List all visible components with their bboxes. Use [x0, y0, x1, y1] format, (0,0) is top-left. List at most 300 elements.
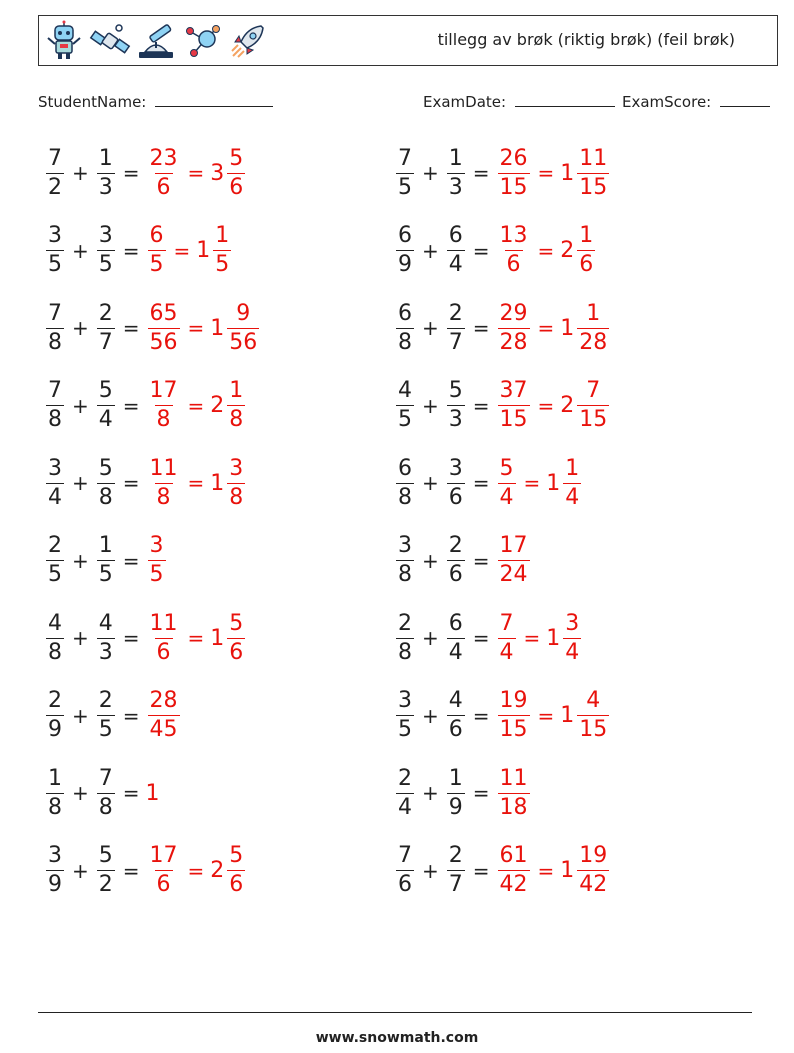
- denominator: 5: [215, 252, 230, 277]
- numerator: 3: [398, 688, 412, 713]
- mixed-whole: 1: [210, 315, 225, 341]
- mixed-fraction: [563, 610, 581, 665]
- equals-sign: =: [472, 161, 490, 185]
- equals-sign: =: [472, 316, 490, 340]
- numerator: 6: [398, 223, 412, 248]
- numerator: 4: [48, 610, 62, 636]
- denominator: 15: [499, 407, 528, 432]
- exam-score-field[interactable]: [720, 92, 770, 107]
- numerator: 5: [98, 843, 113, 868]
- numerator: 7: [48, 378, 62, 403]
- addend-b-fraction: [447, 145, 465, 200]
- denominator: 8: [229, 407, 244, 432]
- molecule-icon: [181, 20, 223, 62]
- plus-sign: +: [72, 393, 89, 418]
- denominator: 5: [98, 717, 113, 742]
- addend-b-fraction: [97, 610, 115, 665]
- numerator: 7: [398, 145, 412, 171]
- addend-b-fraction: [97, 845, 115, 896]
- improper-fraction: [498, 225, 530, 276]
- problem-item: [44, 297, 261, 359]
- denominator: 5: [398, 407, 412, 432]
- denominator: 15: [579, 407, 608, 432]
- mixed-fraction: [577, 380, 609, 431]
- denominator: 8: [398, 329, 412, 355]
- answer: [146, 455, 248, 510]
- problem-item: [394, 530, 532, 592]
- mixed-fraction: [227, 300, 259, 355]
- equals-sign: =: [122, 161, 140, 185]
- denominator: 4: [398, 794, 412, 820]
- exam-score-row: [622, 92, 770, 111]
- numerator: 3: [98, 223, 113, 248]
- denominator: 5: [48, 252, 62, 277]
- numerator: 2: [448, 843, 463, 868]
- numerator: 17: [149, 843, 178, 868]
- numerator: 17: [149, 378, 178, 403]
- numerator: 7: [499, 610, 514, 636]
- denominator: 6: [229, 872, 244, 897]
- equals-sign: =: [472, 548, 490, 573]
- denominator: 4: [499, 484, 514, 510]
- addend-a-fraction: [396, 610, 414, 665]
- addend-a-fraction: [46, 455, 64, 510]
- rocket-icon: [227, 20, 269, 62]
- improper-fraction: [148, 690, 180, 741]
- numerator: 28: [149, 688, 178, 713]
- equals-sign: =: [472, 393, 490, 418]
- problem-item: [394, 142, 611, 204]
- addend-b-fraction: [447, 690, 465, 741]
- addend-a-fraction: [46, 610, 64, 665]
- denominator: 9: [398, 252, 412, 277]
- answer: [496, 610, 584, 665]
- mixed-whole: 1: [210, 625, 225, 651]
- numerator: 1: [98, 145, 113, 171]
- addend-b-fraction: [97, 300, 115, 355]
- header-icons: [43, 20, 269, 62]
- addend-a-fraction: [396, 455, 414, 510]
- improper-fraction: [498, 300, 530, 355]
- plus-sign: +: [72, 703, 89, 728]
- addend-a-fraction: [46, 380, 64, 431]
- addend-b-fraction: [97, 765, 115, 820]
- equals-sign: =: [472, 238, 490, 263]
- plus-sign: +: [422, 316, 439, 340]
- numerator: 5: [229, 145, 244, 171]
- addend-a-fraction: [396, 690, 414, 741]
- problem-item: [44, 375, 247, 437]
- numerator: 1: [586, 300, 601, 326]
- numerator: 6: [448, 610, 463, 636]
- denominator: 15: [579, 174, 608, 200]
- denominator: 3: [448, 174, 463, 200]
- equals-sign: =: [122, 626, 140, 650]
- numerator: 1: [48, 765, 62, 791]
- denominator: 6: [156, 639, 171, 665]
- numerator: 6: [398, 300, 412, 326]
- numerator: 11: [499, 765, 528, 791]
- equals-sign: =: [537, 703, 555, 728]
- plus-sign: +: [422, 471, 439, 495]
- mixed-fraction: [577, 225, 595, 276]
- numerator: 4: [448, 688, 463, 713]
- numerator: 5: [448, 378, 463, 403]
- improper-fraction: [498, 690, 530, 741]
- denominator: 8: [98, 794, 113, 820]
- equals-sign: =: [122, 703, 140, 728]
- equals-sign: =: [173, 238, 191, 263]
- equals-sign: =: [122, 471, 140, 495]
- numerator: 11: [579, 145, 608, 171]
- equals-sign: =: [122, 393, 140, 418]
- numerator: 7: [48, 300, 62, 326]
- answer: [146, 380, 248, 431]
- denominator: 6: [156, 872, 171, 897]
- numerator: 5: [499, 455, 514, 481]
- numerator: 7: [48, 145, 62, 171]
- mixed-whole: 2: [560, 393, 575, 418]
- numerator: 3: [48, 455, 62, 481]
- equals-sign: =: [472, 703, 490, 728]
- problem-item: [44, 685, 182, 747]
- numerator: 19: [579, 843, 608, 868]
- numerator: 7: [586, 378, 601, 403]
- problem-item: [394, 220, 597, 282]
- denominator: 5: [398, 174, 412, 200]
- denominator: 4: [565, 639, 580, 665]
- plus-sign: +: [72, 316, 89, 340]
- denominator: 7: [448, 872, 463, 897]
- addend-a-fraction: [396, 845, 414, 896]
- denominator: 6: [398, 872, 412, 897]
- problem-item: [394, 452, 583, 514]
- answer: [496, 690, 612, 741]
- addend-a-fraction: [396, 535, 414, 586]
- equals-sign: =: [523, 471, 541, 495]
- answer: [496, 845, 612, 896]
- numerator: 1: [98, 533, 113, 558]
- addend-b-fraction: [447, 225, 465, 276]
- denominator: 9: [48, 872, 62, 897]
- problem-item: [44, 452, 247, 514]
- mixed-fraction: [227, 380, 245, 431]
- addend-b-fraction: [97, 145, 115, 200]
- numerator: 2: [448, 300, 463, 326]
- exam-date-row: [423, 92, 615, 111]
- denominator: 5: [48, 562, 62, 587]
- answer: [496, 765, 532, 820]
- addend-b-fraction: [97, 225, 115, 276]
- satellite-icon: [89, 20, 131, 62]
- answer: [496, 145, 612, 200]
- numerator: 11: [149, 455, 178, 481]
- answer: [496, 455, 584, 510]
- mixed-whole: 1: [560, 160, 575, 186]
- equals-sign: =: [472, 858, 490, 883]
- denominator: 6: [579, 252, 594, 277]
- denominator: 7: [448, 329, 463, 355]
- equals-sign: =: [122, 781, 140, 805]
- numerator: 29: [499, 300, 528, 326]
- addend-b-fraction: [447, 300, 465, 355]
- plus-sign: +: [422, 548, 439, 573]
- denominator: 5: [398, 717, 412, 742]
- plus-sign: +: [72, 238, 89, 263]
- answer: [496, 300, 612, 355]
- robot-icon: [43, 20, 85, 62]
- numerator: 23: [149, 145, 178, 171]
- mixed-fraction: [563, 455, 581, 510]
- denominator: 5: [149, 562, 164, 587]
- mixed-fraction: [227, 145, 245, 200]
- numerator: 1: [448, 765, 463, 791]
- denominator: 8: [156, 484, 171, 510]
- addend-a-fraction: [46, 225, 64, 276]
- denominator: 6: [448, 717, 463, 742]
- numerator: 2: [398, 610, 412, 636]
- answer: [496, 380, 612, 431]
- mixed-fraction: [227, 455, 245, 510]
- denominator: 3: [98, 639, 113, 665]
- plus-sign: +: [422, 393, 439, 418]
- denominator: 28: [579, 329, 608, 355]
- addend-a-fraction: [396, 765, 414, 820]
- problem-item: [44, 607, 247, 669]
- improper-fraction: [498, 610, 516, 665]
- telescope-icon: [135, 20, 177, 62]
- addend-b-fraction: [447, 610, 465, 665]
- numerator: 2: [398, 765, 412, 791]
- denominator: 6: [448, 484, 463, 510]
- mixed-whole: 1: [560, 858, 575, 883]
- denominator: 8: [98, 484, 113, 510]
- equals-sign: =: [187, 626, 205, 650]
- addend-a-fraction: [46, 300, 64, 355]
- numerator: 6: [448, 223, 463, 248]
- exam-date-field[interactable]: [515, 92, 615, 107]
- equals-sign: =: [523, 626, 541, 650]
- numerator: 9: [236, 300, 251, 326]
- denominator: 8: [229, 484, 244, 510]
- denominator: 3: [98, 174, 113, 200]
- addend-a-fraction: [396, 145, 414, 200]
- numerator: 7: [98, 765, 113, 791]
- denominator: 5: [98, 562, 113, 587]
- problem-item: [44, 762, 161, 824]
- numerator: 2: [48, 533, 62, 558]
- footer-url: www.snowmath.com: [315, 1030, 479, 1046]
- numerator: 2: [48, 688, 62, 713]
- denominator: 56: [149, 329, 178, 355]
- equals-sign: =: [122, 238, 140, 263]
- denominator: 8: [398, 484, 412, 510]
- addend-b-fraction: [97, 690, 115, 741]
- numerator: 3: [448, 455, 463, 481]
- denominator: 8: [156, 407, 171, 432]
- denominator: 5: [149, 252, 164, 277]
- numerator: 65: [149, 300, 178, 326]
- denominator: 9: [48, 717, 62, 742]
- improper-fraction: [148, 610, 180, 665]
- exam-date-label: ExamDate:: [423, 93, 507, 111]
- numerator: 26: [499, 145, 528, 171]
- improper-fraction: [148, 845, 180, 896]
- improper-fraction: [148, 145, 180, 200]
- student-name-field[interactable]: [155, 92, 273, 107]
- numerator: 5: [229, 843, 244, 868]
- addend-a-fraction: [46, 535, 64, 586]
- numerator: 3: [48, 843, 62, 868]
- student-name-row: [38, 92, 273, 111]
- mixed-whole: 2: [210, 393, 225, 418]
- answer: [146, 535, 168, 586]
- denominator: 8: [48, 407, 62, 432]
- mixed-fraction: [577, 300, 609, 355]
- equals-sign: =: [122, 316, 140, 340]
- mixed-whole: 2: [210, 858, 225, 883]
- equals-sign: =: [537, 393, 555, 418]
- plus-sign: +: [72, 626, 89, 650]
- answer: [496, 535, 532, 586]
- numerator: 17: [499, 533, 528, 558]
- mixed-fraction: [213, 225, 231, 276]
- denominator: 42: [579, 872, 608, 897]
- addend-a-fraction: [46, 765, 64, 820]
- improper-fraction: [148, 225, 166, 276]
- answer: [146, 845, 248, 896]
- denominator: 56: [229, 329, 258, 355]
- mixed-whole: 1: [560, 315, 575, 341]
- denominator: 15: [499, 174, 528, 200]
- problem-item: [394, 762, 532, 824]
- numerator: 4: [398, 378, 412, 403]
- mixed-whole: 1: [546, 625, 561, 651]
- numerator: 3: [229, 455, 244, 481]
- denominator: 3: [448, 407, 463, 432]
- mixed-fraction: [227, 845, 245, 896]
- numerator: 6: [398, 455, 412, 481]
- improper-fraction: [148, 300, 180, 355]
- addend-a-fraction: [46, 845, 64, 896]
- plus-sign: +: [422, 781, 439, 805]
- equals-sign: =: [122, 548, 140, 573]
- answer: [146, 690, 182, 741]
- plus-sign: +: [422, 858, 439, 883]
- improper-fraction: [148, 380, 180, 431]
- denominator: 6: [448, 562, 463, 587]
- problem-item: [44, 530, 168, 592]
- denominator: 8: [48, 639, 62, 665]
- answer-whole: 1: [145, 780, 160, 806]
- denominator: 8: [398, 639, 412, 665]
- equals-sign: =: [187, 471, 205, 495]
- denominator: 4: [98, 407, 113, 432]
- problem-item: [44, 220, 233, 282]
- addend-b-fraction: [447, 455, 465, 510]
- numerator: 5: [229, 610, 244, 636]
- mixed-whole: 3: [210, 160, 225, 186]
- answer: [146, 610, 248, 665]
- numerator: 3: [398, 533, 412, 558]
- addend-a-fraction: [46, 145, 64, 200]
- denominator: 2: [48, 174, 62, 200]
- addend-b-fraction: [97, 455, 115, 510]
- equals-sign: =: [472, 471, 490, 495]
- exam-score-label: ExamScore:: [622, 93, 712, 111]
- improper-fraction: [148, 535, 166, 586]
- addend-b-fraction: [447, 380, 465, 431]
- denominator: 8: [398, 562, 412, 587]
- improper-fraction: [498, 380, 530, 431]
- numerator: 2: [98, 300, 113, 326]
- denominator: 18: [499, 794, 528, 820]
- denominator: 45: [149, 717, 178, 742]
- numerator: 7: [398, 843, 412, 868]
- problem-item: [44, 142, 247, 204]
- denominator: 2: [98, 872, 113, 897]
- plus-sign: +: [72, 161, 89, 185]
- denominator: 5: [98, 252, 113, 277]
- addend-a-fraction: [396, 300, 414, 355]
- denominator: 7: [98, 329, 113, 355]
- student-name-label: StudentName:: [38, 93, 147, 111]
- improper-fraction: [498, 145, 530, 200]
- mixed-fraction: [577, 145, 609, 200]
- plus-sign: +: [422, 626, 439, 650]
- equals-sign: =: [187, 161, 205, 185]
- mixed-fraction: [577, 690, 609, 741]
- denominator: 8: [48, 794, 62, 820]
- answer: [146, 225, 234, 276]
- plus-sign: +: [422, 703, 439, 728]
- denominator: 28: [499, 329, 528, 355]
- equals-sign: =: [187, 393, 205, 418]
- denominator: 8: [48, 329, 62, 355]
- header-box: [38, 15, 778, 66]
- plus-sign: +: [422, 238, 439, 263]
- plus-sign: +: [72, 548, 89, 573]
- numerator: 6: [149, 223, 164, 248]
- addend-a-fraction: [46, 690, 64, 741]
- mixed-whole: 2: [560, 238, 575, 263]
- numerator: 11: [149, 610, 178, 636]
- addend-b-fraction: [447, 535, 465, 586]
- improper-fraction: [498, 455, 516, 510]
- improper-fraction: [498, 535, 530, 586]
- numerator: 5: [98, 378, 113, 403]
- numerator: 61: [499, 843, 528, 868]
- addend-a-fraction: [396, 225, 414, 276]
- mixed-fraction: [577, 845, 609, 896]
- mixed-fraction: [227, 610, 245, 665]
- addend-b-fraction: [97, 535, 115, 586]
- denominator: 42: [499, 872, 528, 897]
- plus-sign: +: [72, 858, 89, 883]
- denominator: 24: [499, 562, 528, 587]
- footer-divider: [38, 1012, 752, 1013]
- problem-item: [394, 685, 611, 747]
- numerator: 5: [98, 455, 113, 481]
- numerator: 1: [579, 223, 594, 248]
- numerator: 3: [565, 610, 580, 636]
- equals-sign: =: [537, 858, 555, 883]
- problem-item: [394, 607, 583, 669]
- denominator: 15: [499, 717, 528, 742]
- numerator: 37: [499, 378, 528, 403]
- mixed-whole: 1: [560, 703, 575, 728]
- problem-item: [44, 840, 247, 902]
